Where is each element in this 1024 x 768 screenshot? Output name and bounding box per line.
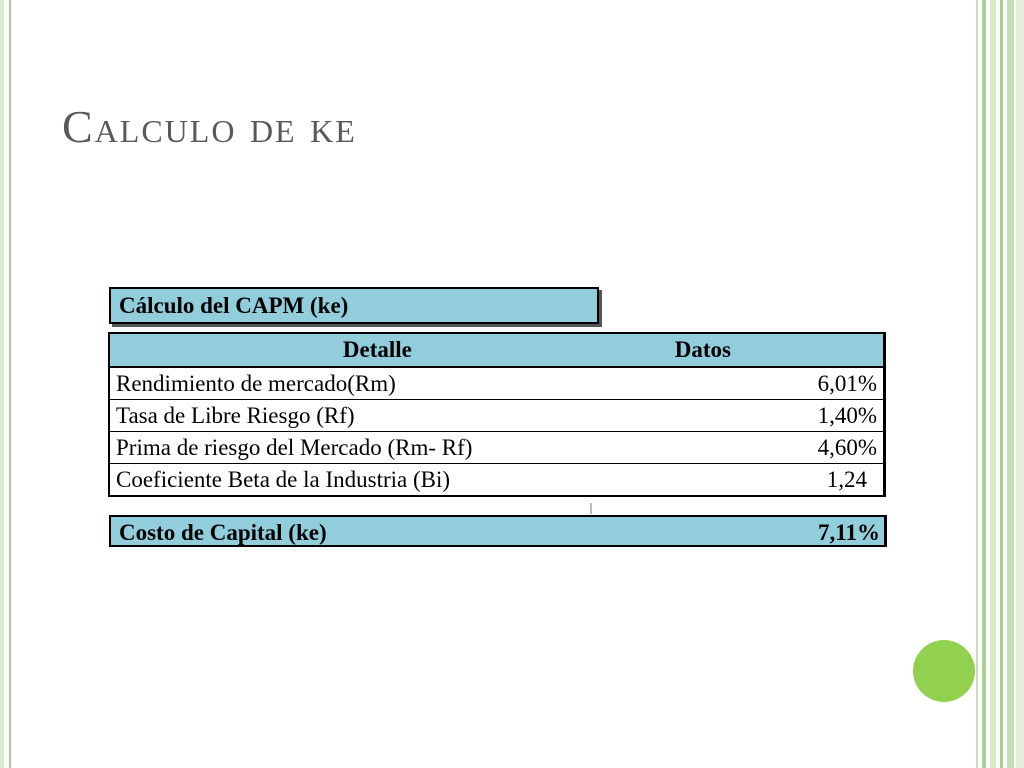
right-decor-stripe [976,0,978,768]
left-decor-line [9,0,11,768]
table-row [109,464,885,497]
row-value: 1,24 [645,464,885,497]
table-row [109,400,885,432]
capm-header: Cálculo del CAPM (ke) [109,287,599,324]
cell-divider-mark [590,503,592,514]
right-decor-stripe [990,0,996,768]
row-label: Rendimiento de mercado(Rm) [109,367,645,400]
right-decor-stripe [1016,0,1024,768]
row-label: Coeficiente Beta de la Industria (Bi) [109,464,645,497]
row-label: Prima de riesgo del Mercado (Rm- Rf) [109,432,645,464]
row-value: 1,40% [645,400,885,432]
row-value: 4,60% [645,432,885,464]
right-decor-stripe [1007,0,1014,768]
row-label: Tasa de Libre Riesgo (Rf) [109,400,645,432]
right-decor-stripe [1000,0,1003,768]
right-decor-stripe [982,0,986,768]
column-header-detalle: Detalle [109,333,645,367]
cost-of-capital-row [109,515,887,547]
capm-table [108,332,886,497]
cost-of-capital-value: 7,11% [818,520,880,545]
cost-of-capital-label: Costo de Capital (ke) [119,520,327,545]
green-circle-decor [913,640,975,702]
table-row [109,432,885,464]
column-header-datos: Datos [645,333,885,367]
row-value: 6,01% [645,367,885,400]
table-header-row [109,333,885,367]
slide-title: Calculo de ke [62,101,357,152]
left-decor-stripe [0,0,4,768]
table-row [109,367,885,400]
